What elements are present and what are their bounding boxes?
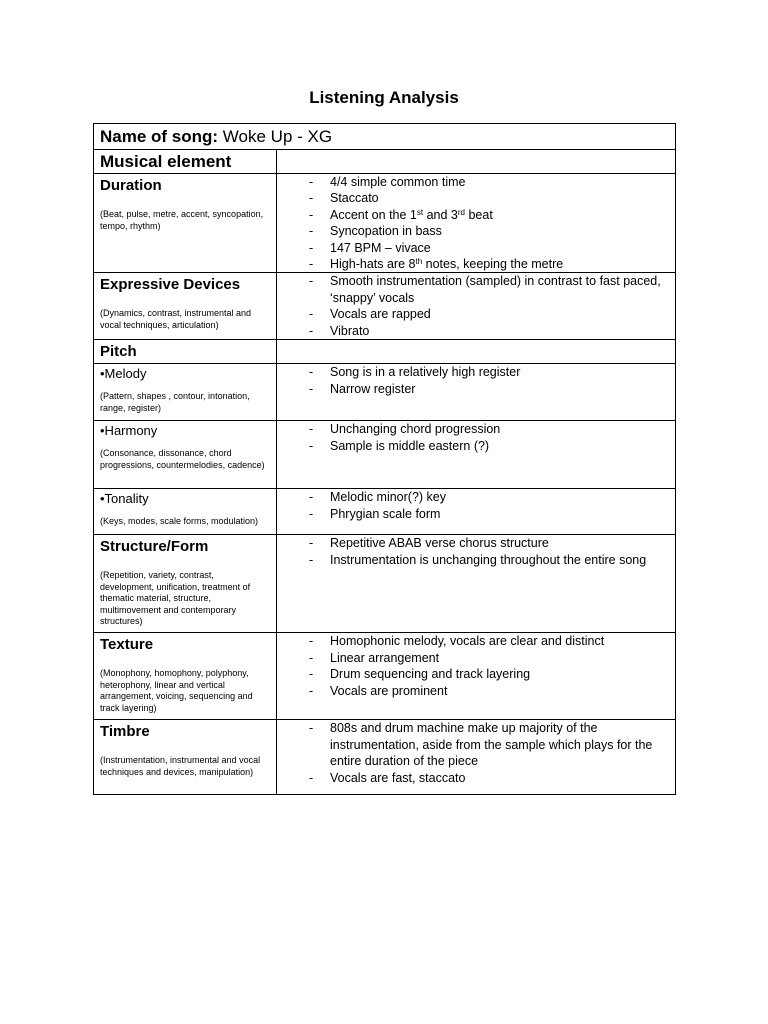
list-item: - Vibrato [277,323,669,339]
row-timbre [94,720,676,795]
list-item: - Syncopation in bass [277,223,669,239]
expressive-name: Expressive Devices [100,276,241,294]
list-item: - 147 BPM – vivace [277,240,669,256]
list-item: - 4/4 simple common time [277,174,669,190]
list-item: - High-hats are 8th notes, keeping the metre [277,256,669,272]
list-item: - Vocals are fast, staccato [277,770,669,786]
list-item: - Sample is middle eastern (?) [277,438,669,454]
list-item: - Vocals are prominent [277,683,669,699]
musical-element-label: Musical element [94,150,277,174]
list-item: - Vocals are rapped [277,306,669,322]
duration-label-cell [94,174,277,273]
melody-label-cell [94,364,277,421]
melody-hint: (Pattern, shapes , contour, intonation, range, register) [100,391,250,413]
list-item: - Narrow register [277,381,669,397]
list-item: - Repetitive ABAB verse chorus structure [277,535,669,551]
timbre-hint: (Instrumentation, instrumental and vocal techniques and devices, manipulation) [100,755,261,777]
page-title: Listening Analysis [309,88,459,107]
harmony-points-cell [277,421,676,489]
structure-label-cell [94,535,277,633]
row-texture [94,633,676,720]
duration-hint: (Beat, pulse, metre, accent, syncopation, tempo, rhythm) [100,209,264,231]
expressive-points-cell [277,273,676,340]
row-harmony [94,421,676,489]
timbre-points-cell [277,720,676,795]
row-tonality [94,489,676,535]
duration-points-cell [277,174,676,273]
harmony-hint: (Consonance, dissonance, chord progressions, countermelodies, cadence) [100,448,265,470]
texture-hint: (Monophony, homophony, polyphony, heterophony, linear and vertical arrangement, voicing, sequencing and track layering) [100,668,253,713]
list-item: - Instrumentation is unchanging throughout the entire song [277,552,669,568]
list-item: - Homophonic melody, vocals are clear and distinct [277,633,669,649]
list-item: - Staccato [277,190,669,206]
expressive-hint: (Dynamics, contrast, instrumental and vocal techniques, articulation) [100,308,252,330]
texture-label-cell [94,633,277,720]
melody-name: •Melody [100,366,147,382]
analysis-table [93,123,676,795]
list-item: - Song is in a relatively high register [277,364,669,380]
texture-name: Texture [100,636,154,654]
tonality-hint: (Keys, modes, scale forms, modulation) [100,516,259,527]
song-cell [94,124,676,150]
pitch-name: Pitch [100,343,137,361]
song-row [94,124,676,150]
structure-points-cell [277,535,676,633]
song-label: Name of song: [100,127,219,146]
list-item: - Drum sequencing and track layering [277,666,669,682]
expressive-label-cell [94,273,277,340]
musical-element-row [94,150,676,174]
row-duration [94,174,676,273]
song-value: Woke Up - XG [222,127,333,146]
duration-name: Duration [100,177,162,194]
list-item: - Phrygian scale form [277,506,669,522]
row-melody [94,364,676,421]
timbre-label-cell [94,720,277,795]
pitch-label-cell [94,340,277,364]
tonality-name: •Tonality [100,491,149,507]
timbre-name: Timbre [100,723,150,741]
pitch-blank [277,340,676,364]
row-structure [94,535,676,633]
texture-points-cell [277,633,676,720]
list-item: - Accent on the 1st and 3rd beat [277,207,669,223]
tonality-label-cell [94,489,277,535]
list-item: - 808s and drum machine make up majority of the instrumentation, aside from the sample which plays for the entire duration of the piece [277,720,669,769]
harmony-label-cell [94,421,277,489]
row-pitch [94,340,676,364]
melody-points-cell [277,364,676,421]
list-item: - Linear arrangement [277,650,669,666]
harmony-name: •Harmony [100,423,158,439]
structure-name: Structure/Form [100,538,209,556]
structure-hint: (Repetition, variety, contrast, development, unification, treatment of thematic material, structure, multimovement and contemporary structures) [100,570,251,627]
list-item: - Melodic minor(?) key [277,489,669,505]
tonality-points-cell [277,489,676,535]
row-expressive [94,273,676,340]
list-item: - Smooth instrumentation (sampled) in contrast to fast paced, ‘snappy’ vocals [277,273,669,306]
list-item: - Unchanging chord progression [277,421,669,437]
musical-element-blank [277,150,676,174]
